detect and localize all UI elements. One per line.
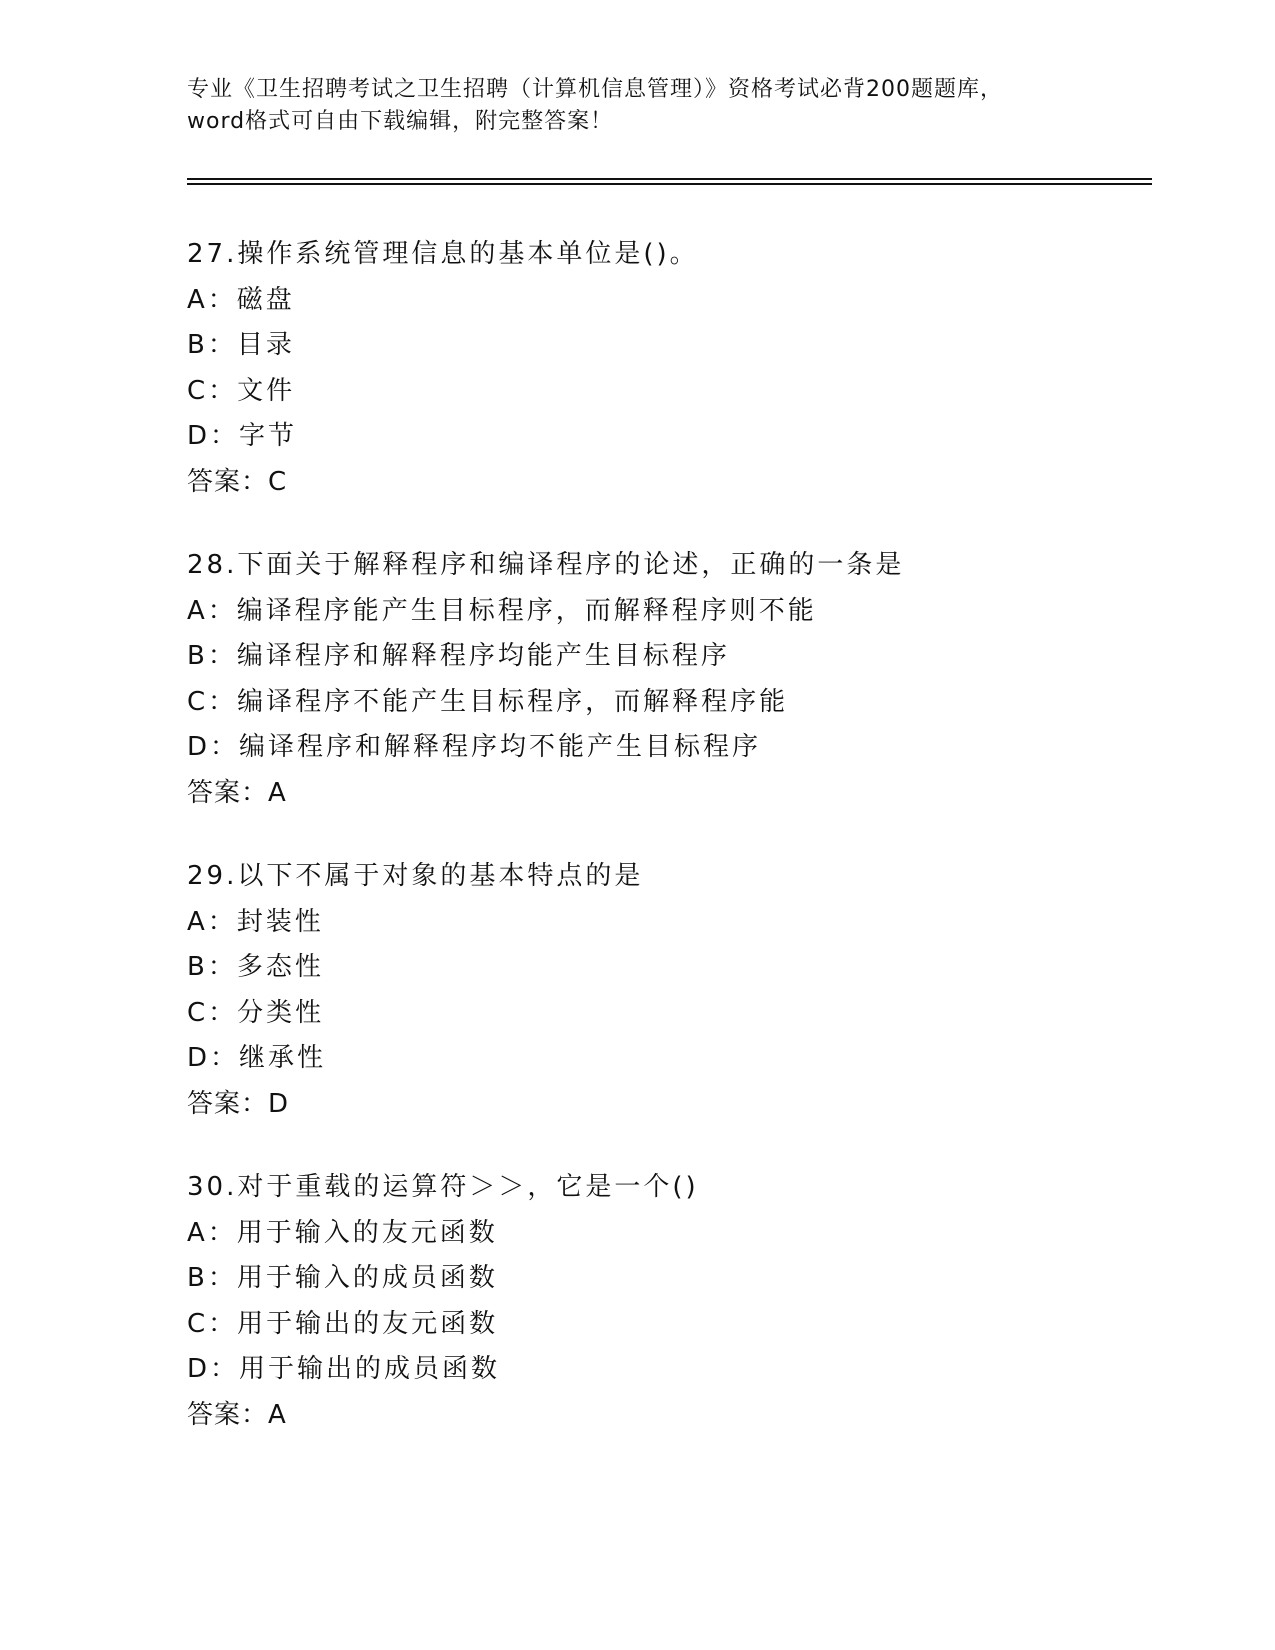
option-d: D：字节 [187,421,298,451]
option-a: A：磁盘 [187,284,295,315]
option-a: A：封装性 [187,906,324,937]
option-c: C：编译程序不能产生目标程序，而解释程序能 [187,686,789,717]
option-a: A：用于输入的友元函数 [187,1217,498,1248]
question-list [187,232,1147,1476]
question-27 [187,232,1147,505]
answer-label: 答案：D [187,1088,290,1119]
question-30 [187,1165,1147,1438]
header-line-2: word格式可自由下载编辑，附完整答案！ [187,109,614,134]
document-header [187,74,1087,138]
option-c: C：文件 [187,375,296,406]
option-b: B：目录 [187,330,295,360]
question-stem: 27.操作系统管理信息的基本单位是()。 [187,239,699,269]
question-stem: 28.下面关于解释程序和编译程序的论述，正确的一条是 [187,550,905,580]
answer-label: 答案：C [187,466,288,497]
answer-label: 答案：A [187,1399,287,1430]
option-d: D：继承性 [187,1043,327,1073]
option-c: C：分类性 [187,997,325,1028]
header-divider-top [187,178,1152,180]
option-b: B：编译程序和解释程序均能产生目标程序 [187,641,730,671]
answer-label: 答案：A [187,777,287,808]
option-d: D：用于输出的成员函数 [187,1354,501,1384]
header-line-1: 专业《卫生招聘考试之卫生招聘（计算机信息管理）》资格考试必背200题题库， [187,77,1003,102]
question-29 [187,854,1147,1127]
header-divider-bottom [187,183,1152,185]
option-d: D：编译程序和解释程序均不能产生目标程序 [187,732,762,762]
question-stem: 29.以下不属于对象的基本特点的是 [187,861,644,891]
option-c: C：用于输出的友元函数 [187,1308,499,1339]
option-b: B：用于输入的成员函数 [187,1263,498,1293]
option-b: B：多态性 [187,952,324,982]
option-a: A：编译程序能产生目标程序，而解释程序则不能 [187,595,817,626]
question-stem: 30.对于重载的运算符＞＞，它是一个() [187,1172,699,1202]
question-28 [187,543,1147,816]
